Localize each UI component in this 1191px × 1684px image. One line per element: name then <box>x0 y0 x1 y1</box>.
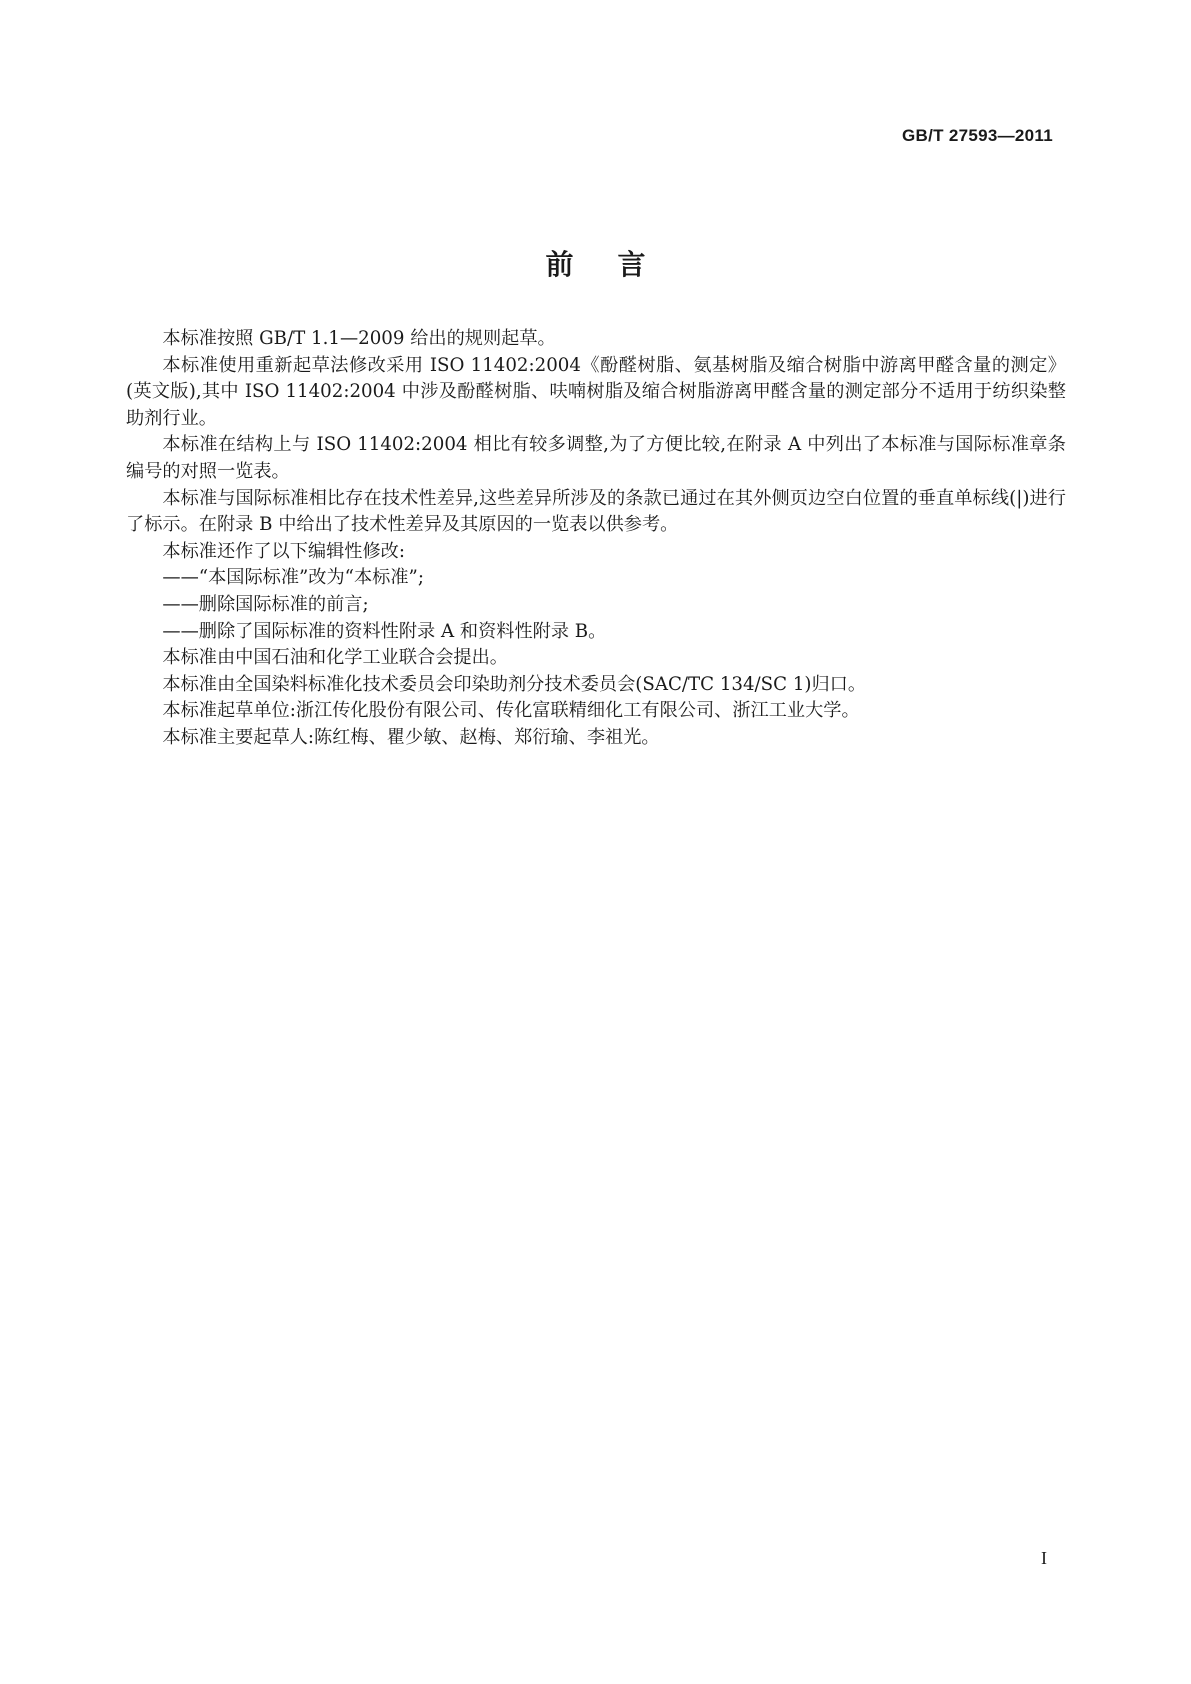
paragraph-drafting-rules: 本标准按照 GB/T 1.1—2009 给出的规则起草。 <box>162 328 556 349</box>
list-item-editorial-change: ——删除国际标准的前言; <box>162 593 369 615</box>
paragraph-proposed-by: 本标准由中国石油和化学工业联合会提出。 <box>162 647 508 669</box>
paragraph-administered-by: 本标准由全国染料标准化技术委员会印染助剂分技术委员会(SAC/TC 134/SC 1)归口。 <box>162 673 867 695</box>
paragraph-technical-differences: 本标准与国际标准相比存在技术性差异,这些差异所涉及的条款已通过在其外侧页边空白位置的垂直单标线(|)进行了标示。在附录 B 中给出了技术性差异及其原因的一览表以供参考。 <box>126 487 1066 536</box>
page-number: I <box>1041 1548 1047 1568</box>
document-body <box>126 326 1066 752</box>
list-item-editorial-change: ——删除了国际标准的资料性附录 A 和资料性附录 B。 <box>162 620 607 642</box>
paragraph-structure-changes: 本标准在结构上与 ISO 11402:2004 相比有较多调整,为了方便比较,在附录 A 中列出了本标准与国际标准章条编号的对照一览表。 <box>126 434 1066 482</box>
paragraph-adoption-method: 本标准使用重新起草法修改采用 ISO 11402:2004《酚醛树脂、氨基树脂及缩合树脂中游离甲醛含量的测定》(英文版),其中 ISO 11402:2004 中涉及酚醛树脂、呋喃树脂及缩合树脂游离甲醛含量的测定部分不适用于纺织染整助剂行业。 <box>126 354 1066 429</box>
paragraph-editorial-changes-intro: 本标准还作了以下编辑性修改: <box>162 540 405 562</box>
paragraph-drafting-units: 本标准起草单位:浙江传化股份有限公司、传化富联精细化工有限公司、浙江工业大学。 <box>162 700 860 722</box>
paragraph-main-drafters: 本标准主要起草人:陈红梅、瞿少敏、赵梅、郑衍瑜、李祖光。 <box>162 726 660 748</box>
page-title: 前言 <box>545 247 690 281</box>
standard-code: GB/T 27593—2011 <box>902 126 1053 145</box>
list-item-editorial-change: ——“本国际标准”改为“本标准”; <box>162 567 424 589</box>
